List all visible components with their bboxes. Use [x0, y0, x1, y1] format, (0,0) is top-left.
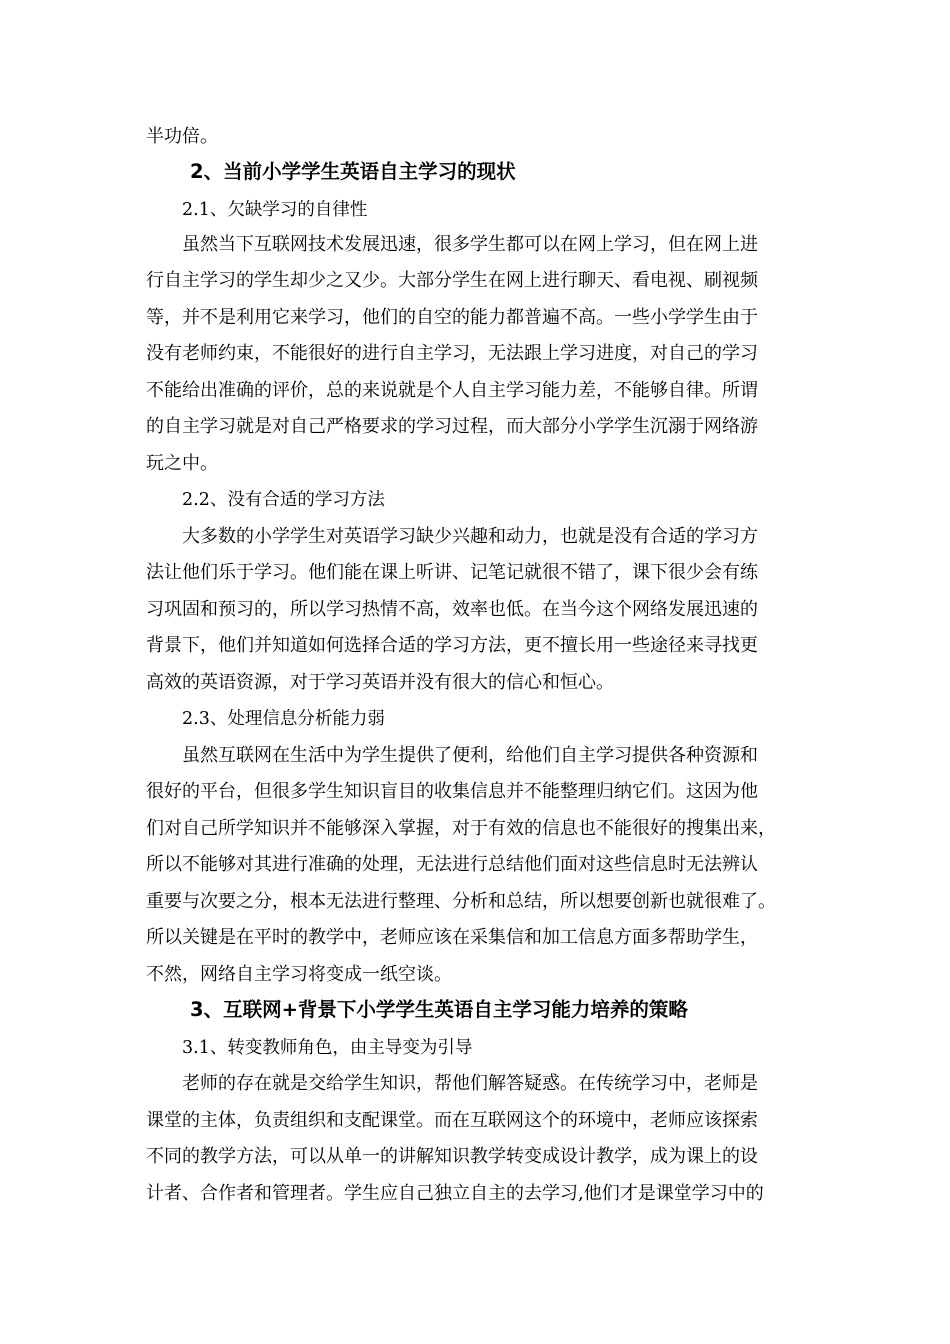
paragraph-line: 大多数的小学学生对英语学习缺少兴趣和动力，也就是没有合适的学习方: [182, 526, 758, 547]
paragraph-line: 玩之中。: [146, 453, 218, 474]
paragraph-line: 虽然互联网在生活中为学生提供了便利，给他们自主学习提供各种资源和: [182, 745, 758, 766]
paragraph-line: 们对自己所学知识并不能够深入掌握，对于有效的信息也不能很好的搜集出来，: [146, 818, 776, 839]
paragraph-line: 不能给出准确的评价，总的来说就是个人自主学习能力差，不能够自律。所谓: [146, 380, 758, 401]
paragraph-line: 没有老师约束，不能很好的进行自主学习，无法跟上学习进度，对自己的学习: [146, 343, 758, 364]
paragraph-line: 课堂的主体，负责组织和支配课堂。而在互联网这个的环境中，老师应该探索: [146, 1110, 758, 1131]
paragraph-line: 所以关键是在平时的教学中，老师应该在采集信和加工信息方面多帮助学生，: [146, 927, 758, 948]
paragraph-line: 不然，网络自主学习将变成一纸空谈。: [146, 964, 452, 985]
section-heading-2: 2、当前小学学生英语自主学习的现状: [190, 160, 516, 183]
paragraph-line: 不同的教学方法，可以从单一的讲解知识教学转变成设计教学，成为课上的设: [146, 1146, 758, 1167]
paragraph-line: 高效的英语资源，对于学习英语并没有很大的信心和恒心。: [146, 672, 614, 693]
paragraph-line: 背景下，他们并知道如何选择合适的学习方法，更不擅长用一些途径来寻找更: [146, 635, 758, 656]
subsection-heading-2-2: 2.2、没有合适的学习方法: [182, 490, 385, 510]
subsection-heading-2-1: 2.1、欠缺学习的自律性: [182, 200, 368, 220]
paragraph-line: 很好的平台，但很多学生知识盲目的收集信息并不能整理归纳它们。这因为他: [146, 781, 758, 802]
paragraph-line: 重要与次要之分，根本无法进行整理、分析和总结，所以想要创新也就很难了。: [146, 891, 776, 912]
paragraph-line: 计者、合作者和管理者。学生应自己独立自主的去学习,他们才是课堂学习中的: [146, 1183, 764, 1204]
paragraph-line: 习巩固和预习的，所以学习热情不高，效率也低。在当今这个网络发展迅速的: [146, 599, 758, 620]
paragraph-line: 虽然当下互联网技术发展迅速，很多学生都可以在网上学习，但在网上进: [182, 234, 758, 255]
section-heading-3: 3、互联网+背景下小学学生英语自主学习能力培养的策略: [190, 998, 688, 1021]
paragraph-line: 所以不能够对其进行准确的处理，无法进行总结他们面对这些信息时无法辨认: [146, 854, 758, 875]
paragraph-line: 半功倍。: [146, 126, 218, 147]
paragraph-line: 的自主学习就是对自己严格要求的学习过程，而大部分小学学生沉溺于网络游: [146, 416, 758, 437]
paragraph-line: 行自主学习的学生却少之又少。大部分学生在网上进行聊天、看电视、刷视频: [146, 270, 758, 291]
paragraph-line: 法让他们乐于学习。他们能在课上听讲、记笔记就很不错了，课下很少会有练: [146, 562, 758, 583]
paragraph-line: 老师的存在就是交给学生知识，帮他们解答疑惑。在传统学习中，老师是: [182, 1073, 758, 1094]
subsection-heading-3-1: 3.1、转变教师角色，由主导变为引导: [182, 1038, 473, 1058]
subsection-heading-2-3: 2.3、处理信息分析能力弱: [182, 709, 385, 729]
paragraph-line: 等，并不是利用它来学习，他们的自空的能力都普遍不高。一些小学学生由于: [146, 307, 758, 328]
